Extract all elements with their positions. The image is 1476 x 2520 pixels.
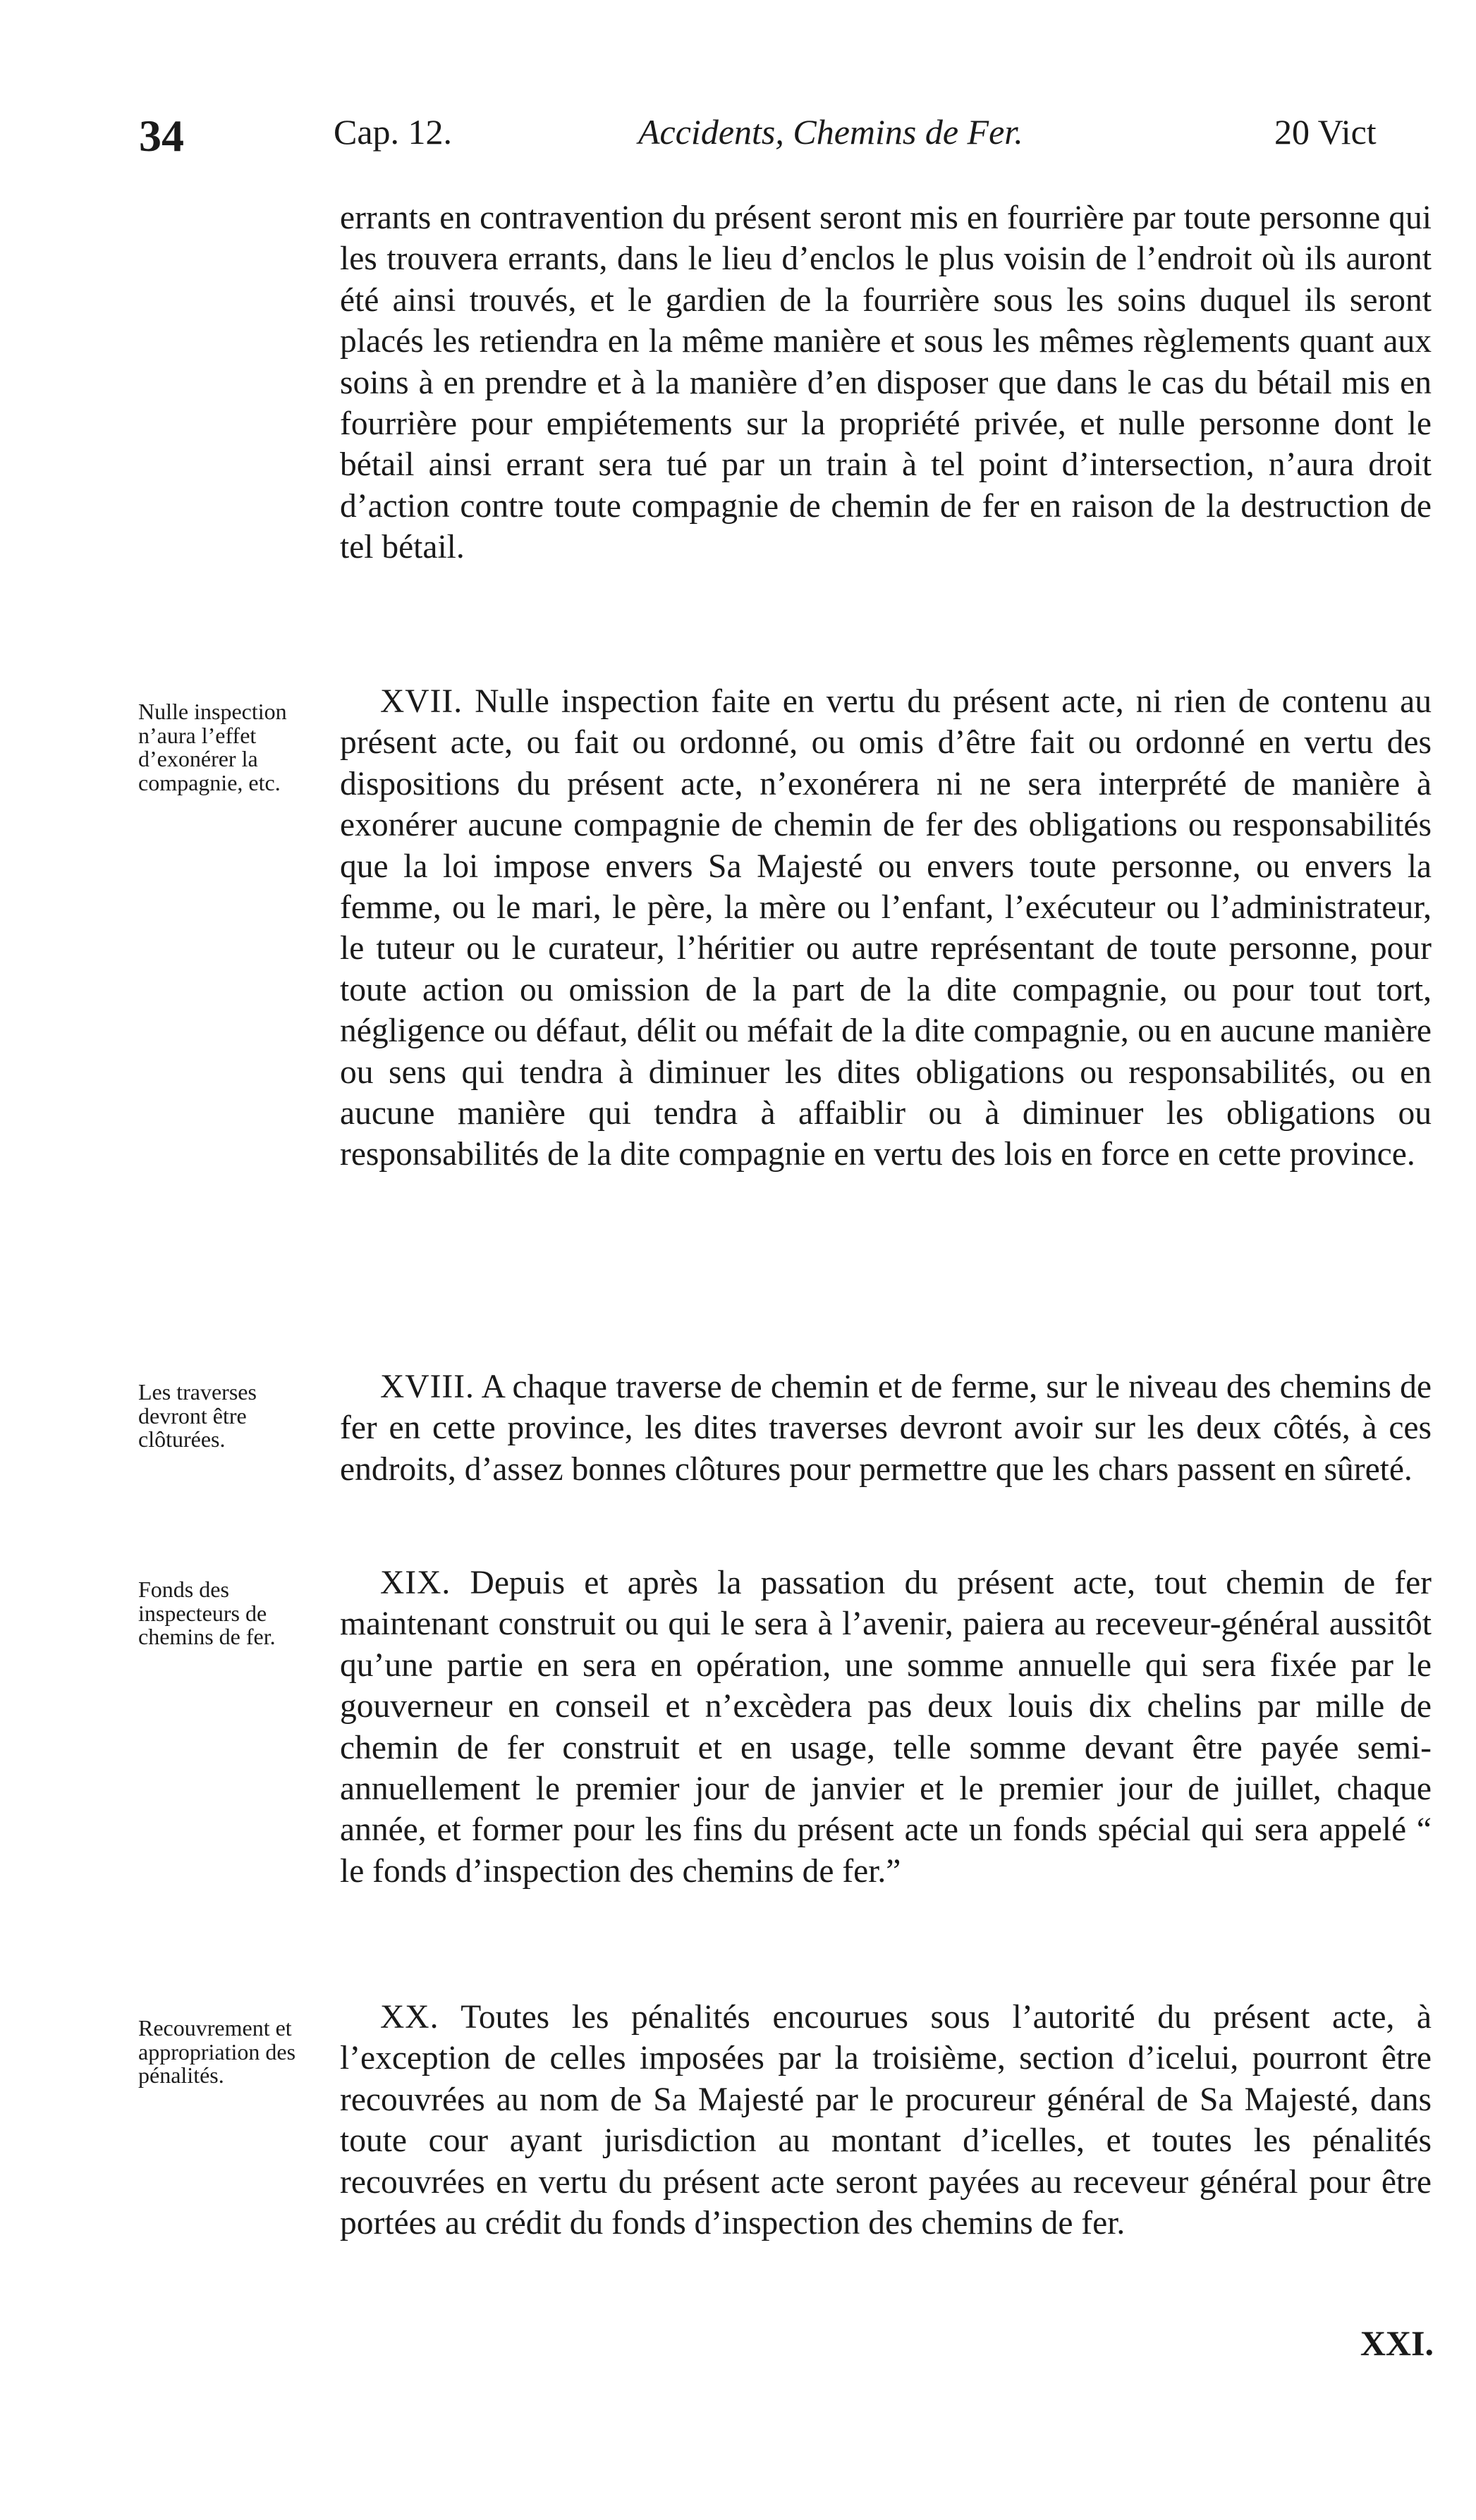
running-title: Accidents, Chemins de Fer. xyxy=(638,112,1023,152)
intro-paragraph: errants en contravention du présent seront mis en fourrière par toute personne qui les trouvera errants, dans le lieu d’enclos le plus voisin de l’endroit où ils auront été ainsi trouvés, et le gardien de la fourrière sous les soins duquel ils seront placés les retiendra en la même manière et sous les mêmes règlements quant aux soins à en prendre et à la manière d’en disposer que dans le cas du bétail mis en fourrière pour empiétements sur la propriété privée, et nulle personne dont le bétail ainsi errant sera tué par un train à tel point d’intersection, n’aura droit d’action contre toute compagnie de chemin de fer en raison de la destruction de tel bétail. xyxy=(340,200,1432,566)
chapter-label: Cap. 12. xyxy=(334,112,453,152)
marginal-note-xx: Recouvrement et appropriation des pénalités. xyxy=(138,2015,296,2088)
marginal-note-xix: Fonds des inspecteurs de chemins de fer. xyxy=(138,1577,276,1649)
section-xvii xyxy=(340,681,1432,1175)
marginal-note-xviii: Les traverses devront être clôturées. xyxy=(138,1379,257,1452)
section-number: XIX. xyxy=(380,1565,451,1601)
section-number: XVII. xyxy=(380,683,463,720)
catchword: XXI. xyxy=(1360,2323,1434,2363)
section-xx xyxy=(340,1997,1432,2244)
section-text: Toutes les pénalités encourues sous l’autorité du présent acte, à l’exception de celles imposées par la troisième, section d’icelui, pourront être recouvrées au nom de Sa Majesté par le procureur général de Sa Majesté, dans toute cour ayant jurisdiction au montant d’icelles, et toutes les pénalités recouvrées en vertu du présent acte seront payées au receveur général pour être portées au crédit du fonds d’inspection des chemins de fer. xyxy=(340,1999,1432,2242)
section-number: XX. xyxy=(380,1999,439,2036)
running-header xyxy=(0,106,1476,169)
page-number: 34 xyxy=(139,111,184,161)
section-number: XVIII. xyxy=(380,1369,475,1405)
section-xix xyxy=(340,1562,1432,1892)
regnal-year: 20 Vict xyxy=(1274,112,1377,152)
section-text: Depuis et après la passation du présent acte, tout chemin de fer maintenant construit ou qui le sera à l’avenir, paiera au receveur-général aussitôt qu’une partie en sera en opération, une somme annuelle qui sera fixée par le gouverneur en conseil et n’excèdera pas deux louis dix chelins par mille de chemin de fer construit et en usage, telle somme devant être payée semi-annuellement le premier jour de janvier et le premier jour de juillet, chaque année, et former pour les fins du présent acte un fonds spécial qui sera appelé “ le fonds d’inspection des chemins de fer.” xyxy=(340,1565,1432,1890)
section-xviii xyxy=(340,1366,1432,1490)
section-text: Nulle inspection faite en vertu du présent acte, ni rien de contenu au présent acte, ou fait ou ordonné, ou omis d’être fait ou ordonné en vertu des dispositions du présent acte, n’exonérera ni ne sera interprété de manière à exonérer aucune compagnie de chemin de fer des obligations ou responsabilités que la loi impose envers Sa Majesté ou envers toute personne, ou envers la femme, ou le mari, le père, la mère ou l’enfant, l’exécuteur ou l’administrateur, le tuteur ou le curateur, l’héritier ou autre représentant de toute personne, pour toute action ou omission de la part de la dite compagnie, ou pour tout tort, négligence ou défaut, délit ou méfait de la dite compagnie, ou en aucune manière ou sens qui tendra à diminuer les dites obligations ou responsabilités, ou en aucune manière qui tendra à affaiblir ou à diminuer les obligations ou responsabilités de la dite compagnie en vertu des lois en force en cette province. xyxy=(340,683,1432,1173)
section-text: A chaque traverse de chemin et de ferme, sur le niveau des chemins de fer en cette province, les dites traverses devront avoir sur les deux côtés, à ces endroits, d’assez bonnes clôtures pour permettre que les chars passent en sûreté. xyxy=(340,1369,1432,1488)
marginal-note-xvii: Nulle inspection n’aura l’effet d’exonérer la compagnie, etc. xyxy=(138,699,287,795)
